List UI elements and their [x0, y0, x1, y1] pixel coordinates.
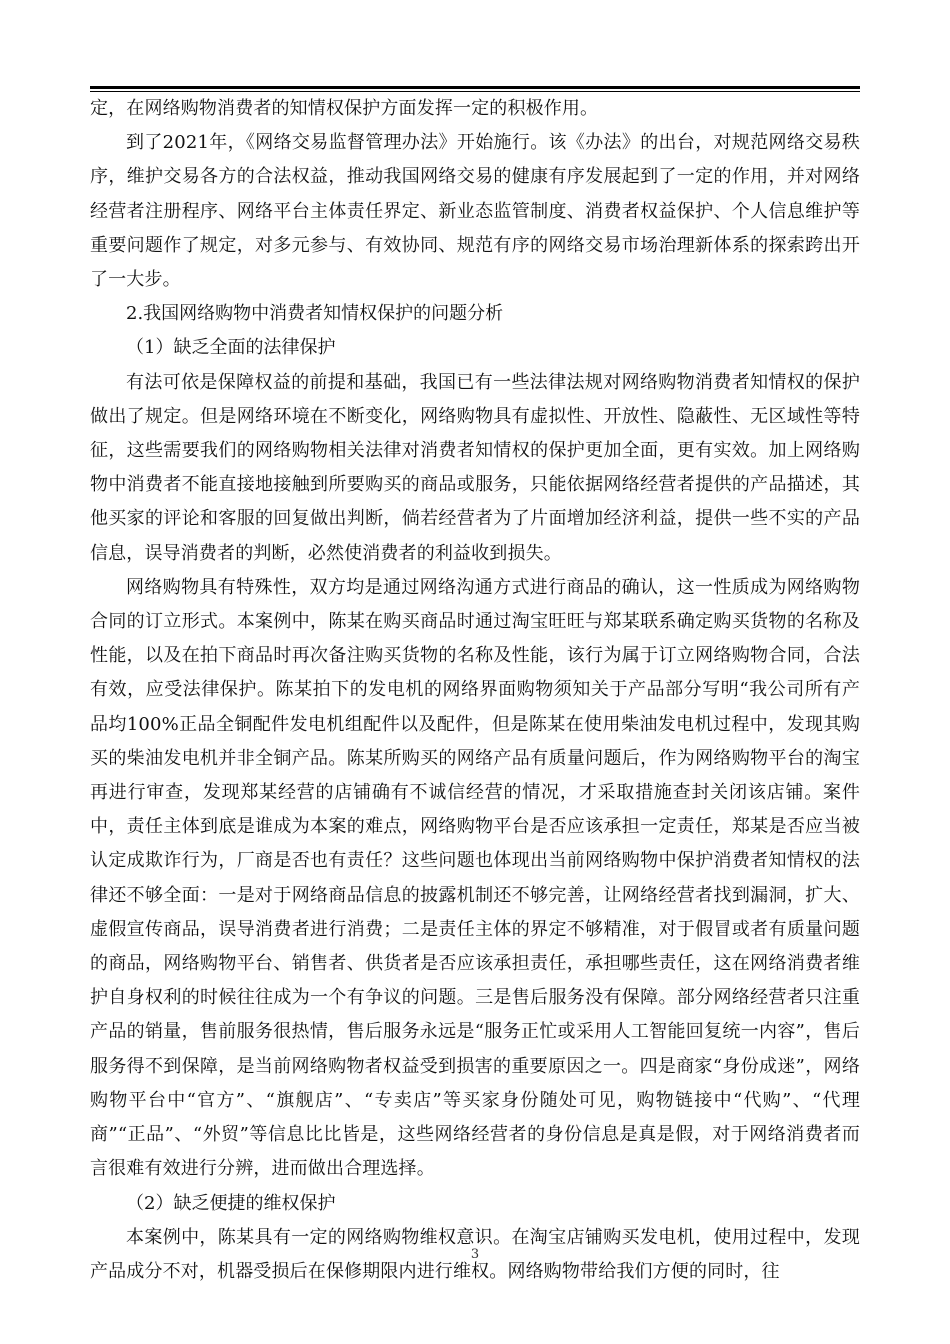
paragraph-rights-protection: 本案例中，陈某具有一定的网络购物维权意识。在淘宝店铺购买发电机，使用过程中，发现产品成分不对，机器受损后在保修期限内进行维权。网络购物带给我们方便的同时，往	[90, 1226, 860, 1282]
subsection-heading-1: （1）缺乏全面的法律保护	[126, 337, 336, 359]
paragraph-case-analysis: 网络购物具有特殊性，双方均是通过网络沟通方式进行商品的确认，这一性质成为网络购物合同的订立形式。本案例中，陈某在购买商品时通过淘宝旺旺与郑某联系确定购买货物的名称及性能，以及在拍下商品时再次备注购买货物的名称及性能，该行为属于订立网络购物合同，合法有效，应受法律保护。陈某拍下的发电机的网络界面购物须知关于产品部分写明“我公司所有产品均100%正品全铜配件发电机组配件以及配件，但是陈某在使用柴油发电机过程中，发现其购买的柴油发电机并非全铜产品。陈某所购买的网络产品有质量问题后，作为网络购物平台的淘宝再进行审查，发现郑某经营的店铺确有不诚信经营的情况，才采取措施查封关闭该店铺。案件中，责任主体到底是谁成为本案的难点，网络购物平台是否应该承担一定责任，郑某是否应当被认定成欺诈行为，厂商是否也有责任？这些问题也体现出当前网络购物中保护消费者知情权的法律还不够全面：一是对于网络商品信息的披露机制还不够完善，让网络经营者找到漏洞，扩大、虚假宣传商品，误导消费者进行消费；二是责任主体的界定不够精准，对于假冒或者有质量问题的商品，网络购物平台、销售者、供货者是否应该承担责任，承担哪些责任，这在网络消费者维护自身权利的时候往往成为一个有争议的问题。三是售后服务没有保障。部分网络经营者只注重产品的销量，售前服务很热情，售后服务永远是“服务正忙或采用人工智能回复统一内容”，售后服务得不到保障，是当前网络购物者权益受到损害的重要原因之一。四是商家“身份成迷”，网络购物平台中“官方”、“旗舰店”、“专卖店”等买家身份随处可见，购物链接中“代购”、“代理商”“正品”、“外贸”等信息比比皆是，这些网络经营者的身份信息是真是假，对于网络消费者而言很难有效进行分辨，进而做出合理选择。	[90, 576, 860, 1180]
paragraph-2021-regulation: 到了2021年，《网络交易监督管理办法》开始施行。该《办法》的出台，对规范网络交易秩序，维护交易各方的合法权益，推动我国网络交易的健康有序发展起到了一定的作用，并对网络经营者注册程序、网络平台主体责任界定、新业态监管制度、消费者权益保护、个人信息维护等重要问题作了规定，对多元参与、有效协同、规范有序的网络交易市场治理新体系的探索跨出开了一大步。	[90, 132, 860, 291]
document-body	[90, 92, 860, 1289]
paragraph-continuation: 定，在网络购物消费者的知情权保护方面发挥一定的积极作用。	[90, 98, 599, 119]
page-number: 3	[470, 1247, 480, 1262]
paragraph-legal-basis: 有法可依是保障权益的前提和基础，我国已有一些法律法规对网络购物消费者知情权的保护做出了规定。但是网络环境在不断变化，网络购物具有虚拟性、开放性、隐蔽性、无区域性等特征，这些需要我们的网络购物相关法律对消费者知情权的保护更加全面，更有实效。加上网络购物中消费者不能直接地接触到所要购买的商品或服务，只能依据网络经营者提供的产品描述，其他买家的评论和客服的回复做出判断，倘若经营者为了片面增加经济利益，提供一些不实的产品信息，误导消费者的判断，必然使消费者的利益收到损失。	[90, 371, 860, 564]
subsection-heading-2: （2）缺乏便捷的维权保护	[126, 1192, 336, 1214]
section-heading-2: 2.我国网络购物中消费者知情权保护的问题分析	[126, 303, 504, 325]
